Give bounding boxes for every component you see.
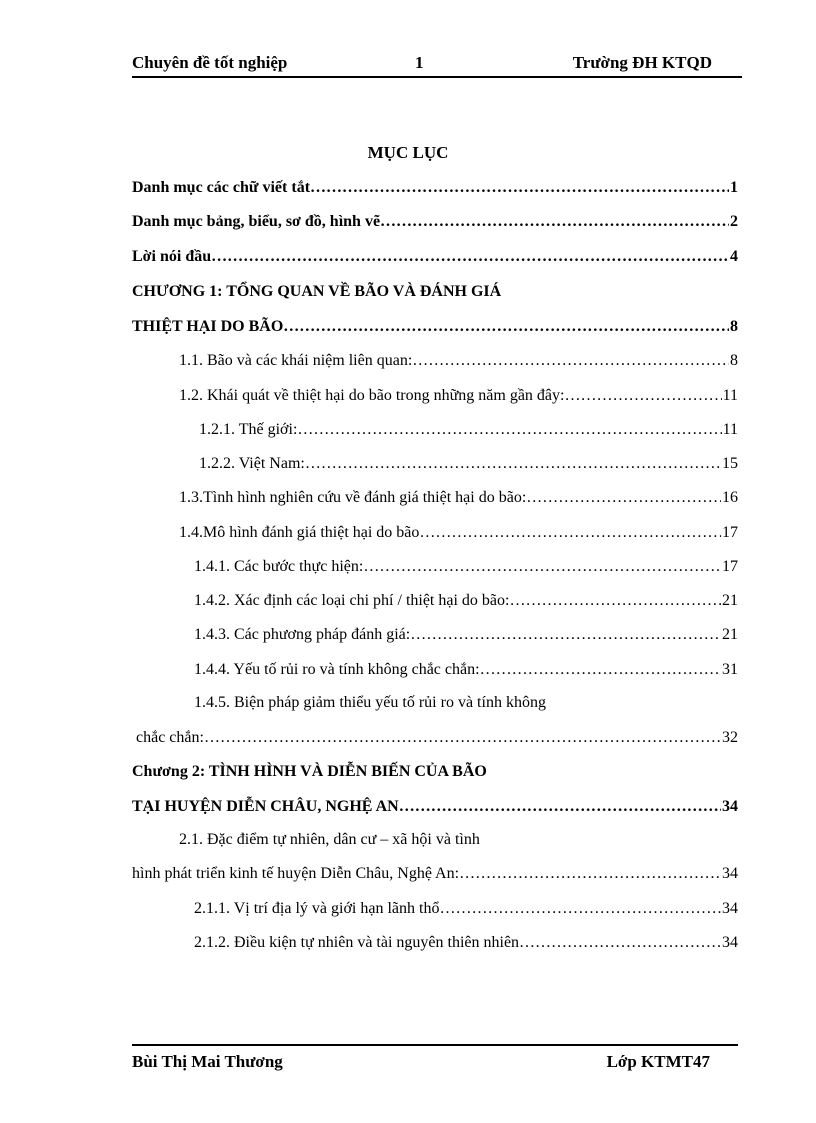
toc-leader-dots [526,487,721,509]
toc-entry-page: 4 [730,248,738,265]
toc-entry-1-2-1[interactable] [199,419,738,441]
header-document-type: Chuyên đề tốt nghiệp [132,53,288,72]
toc-leader-dots [399,796,721,818]
toc-entry-1-2-2[interactable] [199,453,738,475]
toc-entry-label: 1.4.4. Yếu tố rủi ro và tính không chắc chắn: [194,661,480,678]
toc-leader-dots [509,590,721,612]
toc-leader-dots [297,419,721,441]
header-page-number: 1 [415,53,424,72]
toc-entry-chapter-2[interactable] [132,796,738,818]
toc-entry-page: 32 [722,729,738,746]
toc-entry-1-4-2[interactable] [194,590,738,612]
toc-entry-label: 1.4.3. Các phương pháp đánh giá: [194,626,411,643]
toc-entry-label: chắc chắn: [136,729,204,746]
toc-entry-label: hình phát triển kinh tế huyện Diễn Châu, Nghệ An: [132,865,460,882]
toc-entry-1-2[interactable] [179,385,738,407]
toc-entry-label: 2.1.1. Vị trí địa lý và giới hạn lãnh thổ [194,900,440,917]
toc-entry-page: 17 [722,524,738,541]
toc-leader-dots [380,211,729,233]
toc-leader-dots [519,932,721,954]
toc-entry-label: 1.2.2. Việt Nam: [199,455,305,472]
toc-entry-label: 1.4.1. Các bước thực hiện: [194,558,364,575]
toc-entry-label: 1.4.2. Xác định các loại chi phí / thiệt hại do bão: [194,592,510,609]
toc-entry-abbreviations[interactable] [132,177,738,199]
toc-leader-dots [363,556,721,578]
toc-chapter-1-title[interactable]: CHƯƠNG 1: TỔNG QUAN VỀ BÃO VÀ ĐÁNH GIÁ [132,283,502,300]
toc-entry-1-4-1[interactable] [194,556,738,578]
toc-entry-page: 8 [730,352,738,369]
toc-leader-dots [564,385,721,407]
toc-entry-label: Lời nói đầu [132,248,212,265]
toc-entry-label: 1.2. Khái quát về thiệt hại do bão trong những năm gần đây: [179,387,565,404]
toc-leader-dots [459,863,721,885]
toc-leader-dots [419,522,721,544]
toc-leader-dots [412,350,729,372]
toc-entry-page: 11 [722,387,738,404]
toc-entry-page: 31 [722,661,738,678]
toc-entry-1-3[interactable] [179,487,738,509]
toc-entry-tables[interactable] [132,211,738,233]
toc-entry-1-4[interactable] [179,522,738,544]
toc-entry-page: 34 [722,934,738,951]
toc-leader-dots [204,727,721,749]
toc-leader-dots [480,659,721,681]
toc-entry-page: 21 [722,592,738,609]
toc-leader-dots [410,624,721,646]
toc-entry-label: TẠI HUYỆN DIỄN CHÂU, NGHỆ AN [132,798,399,815]
footer-author: Bùi Thị Mai Thương [132,1052,283,1071]
toc-leader-dots [439,898,721,920]
toc-entry-page: 8 [730,318,738,335]
toc-entry-1-4-5[interactable] [136,727,738,749]
toc-entry-page: 2 [730,213,738,230]
toc-chapter-2-title[interactable]: Chương 2: TÌNH HÌNH VÀ DIỄN BIẾN CỦA BÃO [132,763,487,780]
toc-entry-label: 1.3.Tình hình nghiên cứu về đánh giá thiệt hại do bão: [179,489,527,506]
header-university: Trường ĐH KTQD [572,53,712,72]
toc-leader-dots [305,453,721,475]
toc-entry-2-1-line1[interactable]: 2.1. Đặc điểm tự nhiên, dân cư – xã hội và tình [179,831,480,848]
toc-entry-page: 34 [722,798,738,815]
toc-entry-page: 34 [722,865,738,882]
toc-entry-chapter-1[interactable] [132,316,738,338]
toc-entry-label: 2.1.2. Điều kiện tự nhiên và tài nguyên thiên nhiên [194,934,520,951]
toc-entry-2-1-1[interactable] [194,898,738,920]
toc-leader-dots [211,246,729,268]
toc-entry-page: 17 [722,558,738,575]
toc-entry-label: 1.2.1. Thế giới: [199,421,298,438]
toc-entry-label: 1.4.Mô hình đánh giá thiệt hại do bão [179,524,420,541]
toc-entry-1-4-5-line1[interactable]: 1.4.5. Biện pháp giảm thiểu yếu tố rủi ro và tính không [194,694,546,711]
toc-entry-page: 15 [722,455,738,472]
toc-entry-2-1-2[interactable] [194,932,738,954]
toc-entry-1-1[interactable] [179,350,738,372]
toc-entry-page: 21 [722,626,738,643]
toc-leader-dots [283,316,729,338]
toc-entry-preface[interactable] [132,246,738,268]
toc-entry-2-1[interactable] [132,863,738,885]
page-footer [132,1044,738,1076]
footer-class: Lớp KTMT47 [606,1052,710,1071]
toc-leader-dots [310,177,729,199]
toc-entry-label: 1.1. Bão và các khái niệm liên quan: [179,352,413,369]
toc-entry-page: 1 [730,179,738,196]
toc-entry-1-4-3[interactable] [194,624,738,646]
toc-entry-page: 34 [722,900,738,917]
toc-entry-label: Danh mục bảng, biểu, sơ đồ, hình vẽ [132,213,381,230]
toc-entry-page: 16 [722,489,738,506]
toc-entry-1-4-4[interactable] [194,659,738,681]
toc-entry-label: THIỆT HẠI DO BÃO [132,318,284,335]
page-header [132,52,742,78]
page-title: MỤC LỤC [367,143,449,162]
toc-entry-page: 11 [722,421,738,438]
toc-entry-label: Danh mục các chữ viết tắt [132,179,311,196]
